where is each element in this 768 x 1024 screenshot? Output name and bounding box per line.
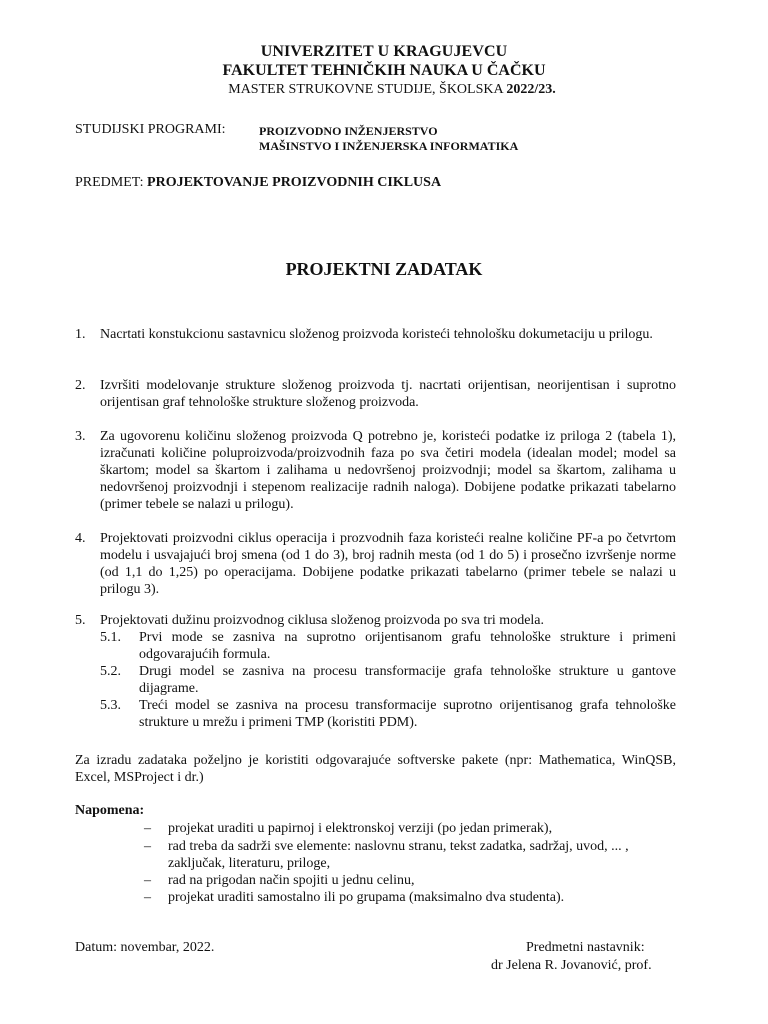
- note-label: Napomena:: [75, 803, 145, 818]
- task-number: 2.: [75, 378, 86, 393]
- task-number: 3.: [75, 429, 86, 444]
- subtask-text: Treći model se zasniva na procesu transformacije suprotno orijentisanog grafa tehnološke strukture u mrežu i primeni TMP (koristiti PDM).: [139, 698, 676, 730]
- studies-prefix: MASTER STRUKOVNE STUDIJE, ŠKOLSKA: [228, 82, 507, 97]
- faculty-name: FAKULTET TEHNIČKIH NAUKA U ČAČKU: [222, 62, 546, 79]
- document-title: PROJEKTNI ZADATAK: [285, 259, 483, 279]
- subtask-number: 5.1.: [100, 630, 121, 645]
- document-date: Datum: novembar, 2022.: [75, 940, 215, 955]
- subject-line: [75, 175, 441, 191]
- programs-label: STUDIJSKI PROGRAMI:: [75, 122, 226, 137]
- subtask-text: Prvi mode se zasniva na suprotno orijentisanom grafu tehnološke strukture i primeni odgovarajućih formula.: [139, 630, 676, 662]
- note-text: rad na prigodan način spojiti u jednu celinu,: [168, 873, 415, 888]
- subject-value: PROJEKTOVANJE PROIZVODNIH CIKLUSA: [147, 175, 442, 190]
- subtask-number: 5.2.: [100, 664, 121, 679]
- subtask-text: Drugi model se zasniva na procesu transformacije grafa tehnološke strukture u gantove dijagrame.: [139, 664, 676, 696]
- note-text: projekat uraditi samostalno ili po grupama (maksimalno dva studenta).: [168, 890, 565, 905]
- note-text: rad treba da sadrži sve elemente: naslovnu stranu, tekst zadatka, sadržaj, uvod, ... , zaključak, literaturu, priloge,: [168, 839, 629, 871]
- dash-bullet: –: [144, 839, 151, 854]
- subtask-number: 5.3.: [100, 698, 121, 713]
- task-number: 5.: [75, 613, 86, 628]
- task-number: 4.: [75, 531, 86, 546]
- task-text: Projektovati proizvodni ciklus operacija i prozvodnih faza koristeći realne količine PF-a po četvrtom modelu i usvajajući broj smena (od 1 do 3), broj radnih mesta (od 1 do 5) i prosečno izvršenje norme (od 1,1 do 1,25) po operacijama. Dobijene podatke prikazati tabelarno (primer tebele se nalazi u prilogu 3).: [100, 531, 676, 597]
- task-text: Nacrtati konstukcionu sastavnicu složenog proizvoda koristeći tehnološku dokumetaciju u prilogu.: [100, 327, 653, 342]
- teacher-label: Predmetni nastavnik:: [526, 940, 645, 955]
- note-text: projekat uraditi u papirnoj i elektronskoj verziji (po jedan primerak),: [168, 821, 553, 836]
- program-item: MAŠINSTVO I INŽENJERSKA INFORMATIKA: [259, 139, 519, 153]
- software-note: Za izradu zadataka poželjno je koristiti odgovarajuće softverske pakete (npr: Mathematica, WinQSB, Excel, MSProject i dr.): [75, 753, 676, 785]
- task-text: Projektovati dužinu proizvodnog ciklusa složenog proizvoda po sva tri modela.: [100, 613, 545, 628]
- task-text: Izvršiti modelovanje strukture složenog proizvoda tj. nacrtati orijentisan, neorijentisan i suprotno orijentisan graf tehnološke strukture složenog proizvoda.: [100, 378, 676, 410]
- subject-label: PREDMET:: [75, 175, 148, 190]
- studies-year: 2022/23.: [506, 82, 556, 97]
- university-name: UNIVERZITET U KRAGUJEVCU: [260, 43, 508, 60]
- program-item: PROIZVODNO INŽENJERSTVO: [259, 124, 438, 138]
- studies-line: [8, 82, 768, 98]
- task-number: 1.: [75, 327, 86, 342]
- dash-bullet: –: [144, 890, 151, 905]
- task-text: Za ugovorenu količinu složenog proizvoda Q potrebno je, koristeći podatke iz priloga 2 (tabela 1), izračunati količine poluproizvoda/proizvodnih faza po sva četiri modela (idealan model; model sa škartom; model sa škartom i zalihama u nedovršenoj proizvodnji; model sa škartom, zalihama u nedovršenoj proizvodnji i stepenom realizacije radnih naloga). Dobijene podatke prikazati tabelarno (primer tebele se nalazi u prilogu).: [100, 429, 676, 512]
- dash-bullet: –: [144, 821, 151, 836]
- teacher-name: dr Jelena R. Jovanović, prof.: [491, 958, 652, 973]
- dash-bullet: –: [144, 873, 151, 888]
